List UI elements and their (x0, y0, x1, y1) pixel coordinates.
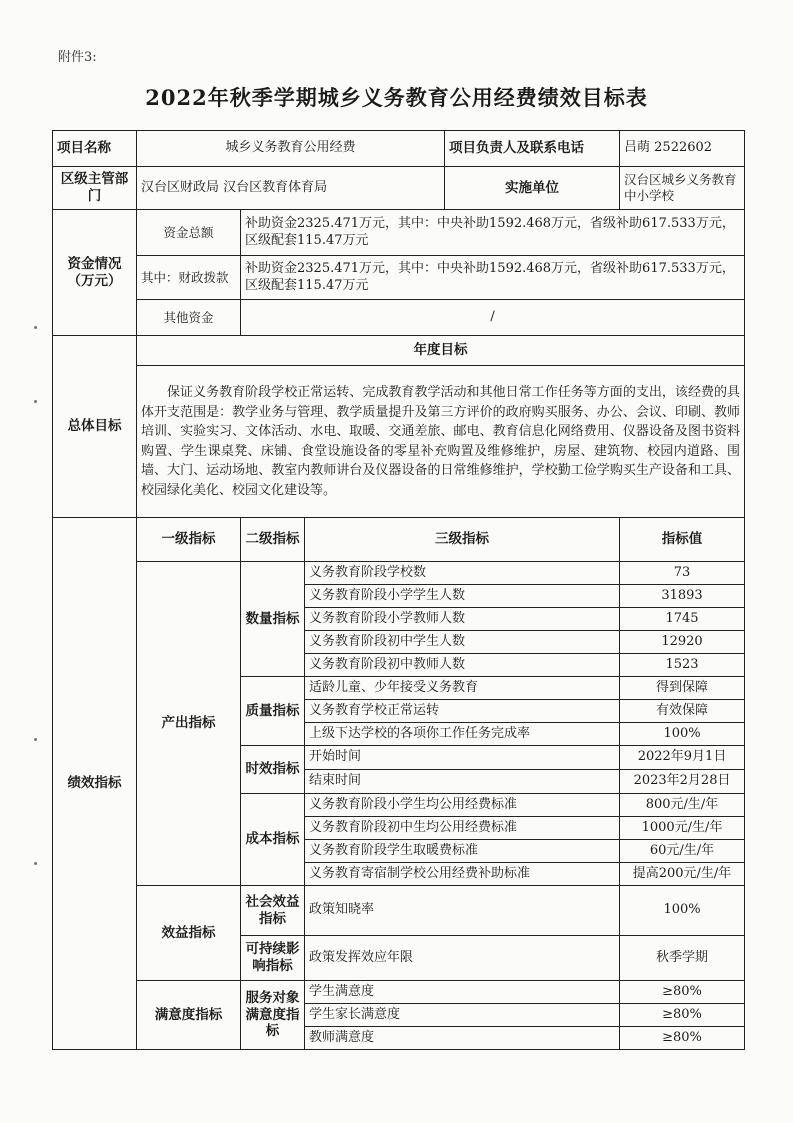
indicator-value: 1000元/生/年 (620, 817, 745, 840)
time-indicator-label: 时效指标 (241, 746, 305, 794)
indicator-name: 结束时间 (305, 770, 620, 794)
funds-total-value: 补助资金2325.471万元，其中：中央补助1592.468万元，省级补助617.533万元，区级配套115.47万元 (241, 210, 745, 256)
indicator-name: 义务教育阶段初中学生人数 (305, 631, 620, 654)
indicator-value: 31893 (620, 585, 745, 608)
overall-target-label: 总体目标 (53, 336, 137, 518)
indicator-value: 提高200元/生/年 (620, 863, 745, 886)
level3-header: 三级指标 (305, 518, 620, 562)
indicator-value: 73 (620, 562, 745, 585)
scan-speck (34, 326, 37, 329)
indicator-name: 义务教育阶段小学学生人数 (305, 585, 620, 608)
funds-fiscal-label: 其中：财政拨款 (137, 256, 241, 300)
perf-header-row (53, 518, 745, 562)
funds-other-label: 其他资金 (137, 300, 241, 336)
indicator-name: 义务教育阶段初中教师人数 (305, 654, 620, 677)
indicator-name: 义务教育阶段小学教师人数 (305, 608, 620, 631)
scan-speck (34, 400, 37, 403)
indicator-name: 义务教育阶段学生取暖费标准 (305, 840, 620, 863)
indicator-name: 义务教育学校正常运转 (305, 700, 620, 723)
indicator-name: 义务教育阶段初中生均公用经费标准 (305, 817, 620, 840)
project-row (53, 131, 745, 167)
table-row (53, 981, 745, 1004)
indicator-value: 12920 (620, 631, 745, 654)
indicator-name: 政策知晓率 (305, 886, 620, 936)
benefit-indicator-label: 效益指标 (137, 886, 241, 981)
indicator-value: ≥80% (620, 981, 745, 1004)
contact-value: 吕萌 2522602 (620, 131, 745, 167)
funds-other-row (53, 300, 745, 336)
funds-total-label: 资金总额 (137, 210, 241, 256)
cost-indicator-label: 成本指标 (241, 794, 305, 886)
indicator-name: 学生满意度 (305, 981, 620, 1004)
funds-fiscal-row (53, 256, 745, 300)
annex-label: 附件3: (58, 50, 97, 65)
scan-speck (34, 738, 37, 741)
performance-target-table (52, 130, 745, 1050)
indicator-name: 上级下达学校的各项你工作任务完成率 (305, 723, 620, 746)
quality-indicator-label: 质量指标 (241, 677, 305, 746)
document-title: 2022年秋季学期城乡义务教育公用经费绩效目标表 (145, 85, 648, 110)
perf-label: 绩效指标 (53, 518, 137, 1050)
dept-value: 汉台区财政局 汉台区教育体育局 (137, 167, 445, 210)
annual-target-text-row (53, 366, 745, 518)
funds-total-row (53, 210, 745, 256)
indicator-name: 适龄儿童、少年接受义务教育 (305, 677, 620, 700)
annual-target-text: 保证义务教育阶段学校正常运转、完成教育教学活动和其他日常工作任务等方面的支出，该经费的具体开支范围是：教学业务与管理、教学质量提升及第三方评价的政府购买服务、办公、会议、印刷、教师培训、实验实习、文体活动、水电、取暖、交通差旅、邮电、教育信息化网络费用、仪器设备及图书资料购置、学生课桌凳、床铺、食堂设施设备的零星补充购置及维修维护，房屋、建筑物、校园内道路、围墙、大门、运动场地、教室内教师讲台及仪器设备的日常维修维护，学校勤工俭学购买生产设备和工具、校园绿化美化、校园文化建设等。 (137, 366, 745, 518)
indicator-value: 2023年2月28日 (620, 770, 745, 794)
indicator-value: 100% (620, 723, 745, 746)
indicator-value: 1745 (620, 608, 745, 631)
value-header: 指标值 (620, 518, 745, 562)
project-name-value: 城乡义务教育公用经费 (137, 131, 445, 167)
indicator-value: 2022年9月1日 (620, 746, 745, 770)
level2-header: 二级指标 (241, 518, 305, 562)
impl-unit-value: 汉台区城乡义务教育中小学校 (620, 167, 745, 210)
social-benefit-label: 社会效益指标 (241, 886, 305, 936)
output-indicator-label: 产出指标 (137, 562, 241, 886)
indicator-value: ≥80% (620, 1004, 745, 1027)
funds-label: 资金情况（万元） (53, 210, 137, 336)
indicator-value: 得到保障 (620, 677, 745, 700)
contact-label: 项目负责人及联系电话 (445, 131, 620, 167)
annual-target-label: 年度目标 (137, 336, 745, 366)
impl-unit-label: 实施单位 (445, 167, 620, 210)
indicator-value: 100% (620, 886, 745, 936)
indicator-value: 800元/生/年 (620, 794, 745, 817)
indicator-value: 有效保障 (620, 700, 745, 723)
level1-header: 一级指标 (137, 518, 241, 562)
indicator-name: 义务教育寄宿制学校公用经费补助标准 (305, 863, 620, 886)
satisfaction-indicator-label: 满意度指标 (137, 981, 241, 1050)
funds-other-value: / (241, 300, 745, 336)
quantity-indicator-label: 数量指标 (241, 562, 305, 677)
scan-speck (34, 862, 37, 865)
project-name-label: 项目名称 (53, 131, 137, 167)
dept-label: 区级主管部门 (53, 167, 137, 210)
service-satisfaction-label: 服务对象满意度指标 (241, 981, 305, 1050)
indicator-name: 开始时间 (305, 746, 620, 770)
indicator-name: 义务教育阶段学校数 (305, 562, 620, 585)
table-row (53, 886, 745, 936)
funds-fiscal-value: 补助资金2325.471万元，其中：中央补助1592.468万元，省级补助617.533万元，区级配套115.47万元 (241, 256, 745, 300)
indicator-value: 60元/生/年 (620, 840, 745, 863)
indicator-value: 1523 (620, 654, 745, 677)
indicator-value: 秋季学期 (620, 936, 745, 981)
table-row (53, 562, 745, 585)
indicator-value: ≥80% (620, 1027, 745, 1050)
annual-target-header-row (53, 336, 745, 366)
indicator-name: 教师满意度 (305, 1027, 620, 1050)
sustain-label: 可持续影响指标 (241, 936, 305, 981)
dept-row (53, 167, 745, 210)
indicator-name: 政策发挥效应年限 (305, 936, 620, 981)
indicator-name: 义务教育阶段小学生均公用经费标准 (305, 794, 620, 817)
indicator-name: 学生家长满意度 (305, 1004, 620, 1027)
